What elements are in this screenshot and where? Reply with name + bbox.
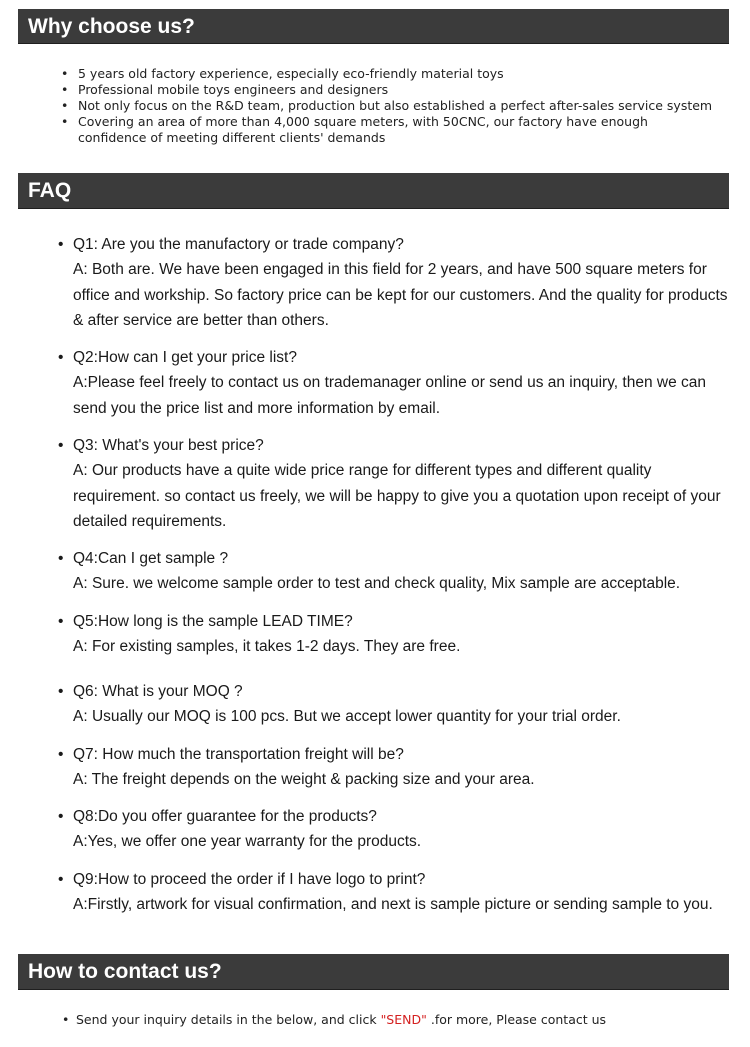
list-item: • Not only focus on the R&D team, production but also established a perfect after-sales service system [58,98,718,114]
bullet-icon: • [58,746,64,763]
why-choose-us-list [58,66,718,146]
bullet-icon: • [62,1012,70,1027]
why-choose-us-header [18,9,729,44]
faq-answer: A: Sure. we welcome sample order to test and check quality, Mix sample are acceptable. [73,575,681,593]
contact-text-before: Send your inquiry details in the below, and click [76,1012,381,1027]
faq-question: Q3: What's your best price? [73,437,264,454]
faq-question: Q4:Can I get sample ? [73,550,229,567]
bullet-icon: • [58,613,64,630]
faq-answer: A: Usually our MOQ is 100 pcs. But we accept lower quantity for your trial order. [73,708,621,726]
faq-answer: A:Firstly, artwork for visual confirmation, and next is sample picture or sending sample to you. [73,896,713,914]
faq-answer: A:Please feel freely to contact us on trademanager online or send us an inquiry, then we can send you the price list and more information by email. [73,374,707,417]
faq-question: Q2:How can I get your price list? [73,349,297,366]
why-choose-us-title: Why choose us? [28,15,195,38]
faq-answer: A:Yes, we offer one year warranty for the products. [73,833,422,851]
bullet-icon: • [58,349,64,366]
list-item: • Professional mobile toys engineers and designers [58,82,718,98]
bullet-icon: • [58,236,64,253]
bullet-icon: • [58,683,64,700]
faq-question: Q1: Are you the manufactory or trade company? [73,236,404,253]
faq-question: Q6: What is your MOQ ? [73,683,243,700]
faq-item-q6 [56,679,742,730]
faq-item-q7 [56,742,742,793]
faq-item-q1 [56,232,742,334]
bullet-icon: • [58,871,64,888]
faq-question: Q5:How long is the sample LEAD TIME? [73,613,353,630]
faq-answer: A: Our products have a quite wide price range for different types and different quality requirement. so contact us freely, we will be happy to give you a quotation upon receipt of your detailed requirements. [73,462,721,531]
faq-item-q4 [56,546,742,597]
faq-answer: A: Both are. We have been engaged in this field for 2 years, and have 500 square meters for office and workship. So factory price can be kept for our customers. And the quality for products & after service are better than others. [73,261,728,330]
faq-item-q8 [56,804,742,855]
bullet-icon: • [58,808,64,825]
list-item: • Covering an area of more than 4,000 square meters, with 50CNC, our factory have enough confidence of meeting different clients' demands [58,114,718,146]
faq-question: Q7: How much the transportation freight will be? [73,746,404,763]
list-item: • 5 years old factory experience, especially eco-friendly material toys [58,66,718,82]
faq-answer: A: For existing samples, it takes 1-2 days. They are free. [73,638,461,656]
contact-us-title: How to contact us? [28,960,222,983]
faq-header [18,173,729,209]
bullet-icon: • [58,437,64,454]
faq-question: Q8:Do you offer guarantee for the products? [73,808,377,825]
faq-item-q2 [56,345,742,421]
faq-item-q5 [56,609,742,660]
bullet-icon: • [58,550,64,567]
faq-question: Q9:How to proceed the order if I have logo to print? [73,871,426,888]
contact-instruction [62,1011,742,1029]
faq-answer: A: The freight depends on the weight & packing size and your area. [73,771,535,789]
faq-item-q3 [56,433,742,535]
faq-item-q9 [56,867,742,918]
send-keyword: "SEND" [380,1012,427,1027]
contact-text-after: .for more, Please contact us [426,1012,607,1027]
contact-us-header [18,954,729,990]
faq-title: FAQ [28,179,72,202]
